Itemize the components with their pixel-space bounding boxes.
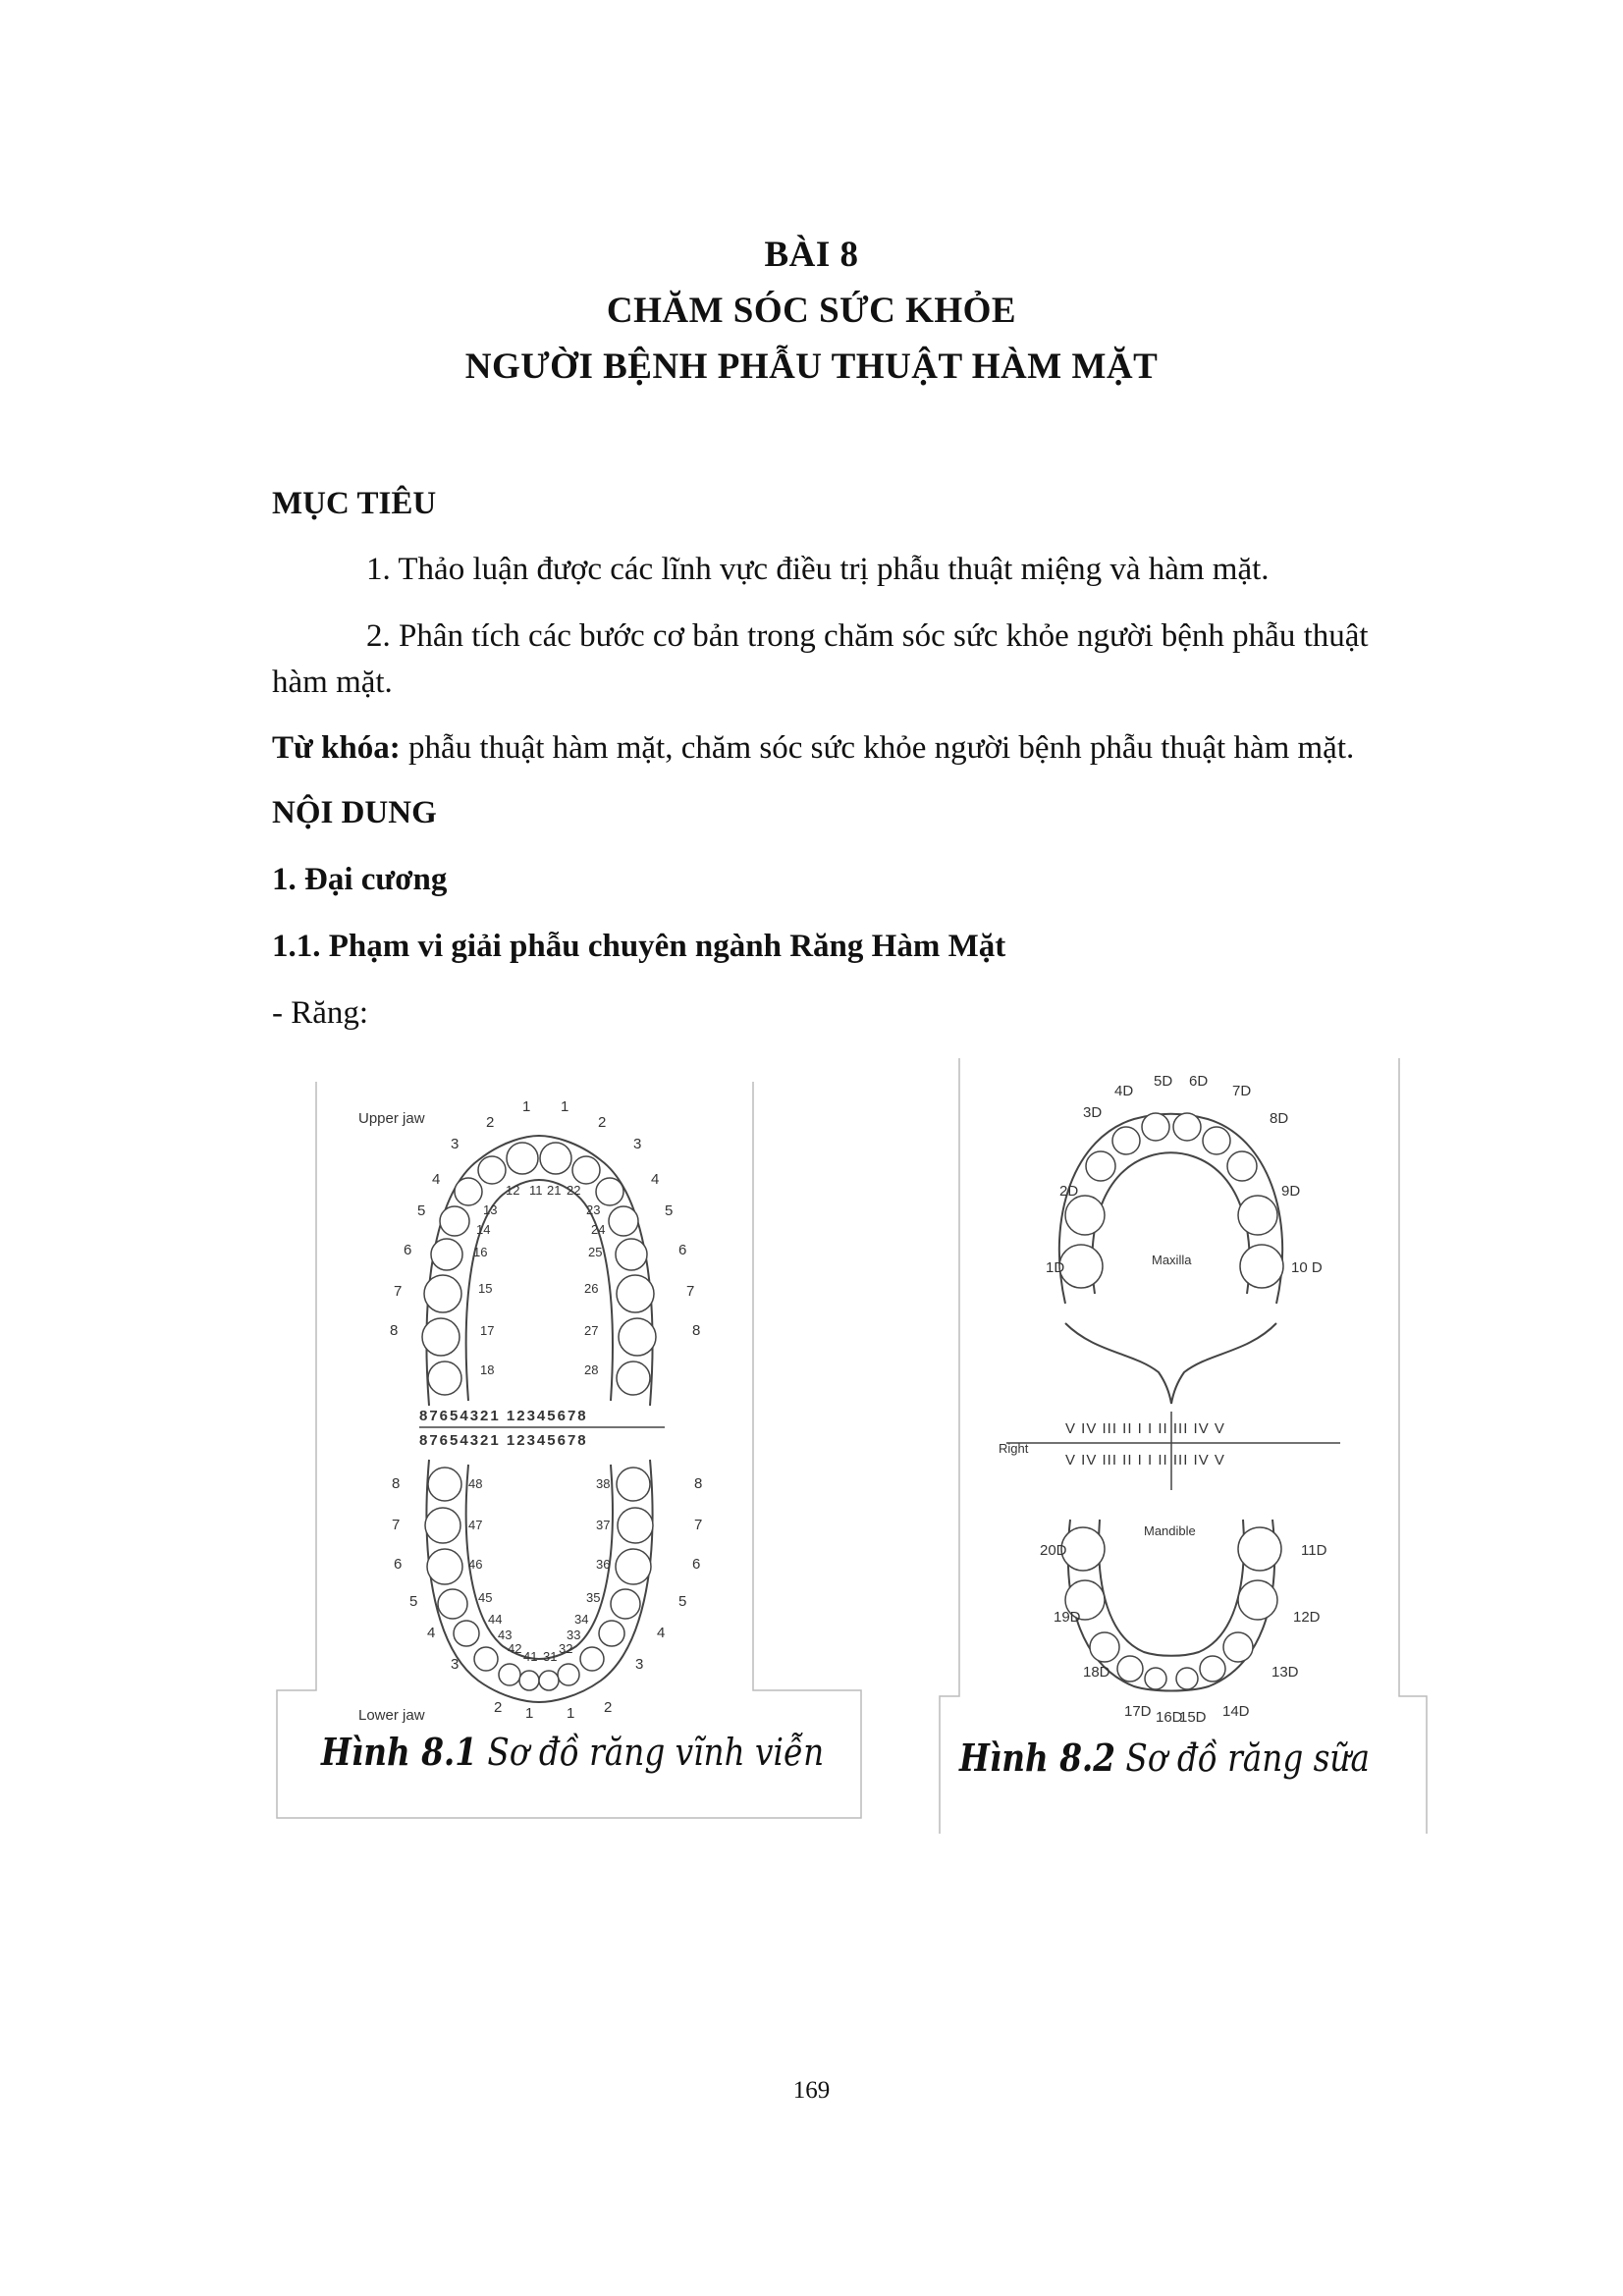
svg-text:44: 44: [488, 1612, 503, 1627]
svg-text:18D: 18D: [1083, 1664, 1110, 1681]
objectives-heading: MỤC TIÊU: [272, 486, 437, 521]
lesson-number: BÀI 8: [764, 235, 859, 275]
svg-text:13: 13: [483, 1202, 498, 1217]
svg-text:15: 15: [478, 1281, 493, 1296]
svg-text:9D: 9D: [1281, 1183, 1301, 1200]
svg-text:4: 4: [432, 1171, 441, 1188]
svg-text:18: 18: [480, 1362, 495, 1377]
keywords: [272, 728, 1354, 768]
svg-text:2: 2: [494, 1699, 503, 1716]
lesson-title-line2: NGƯỜI BỆNH PHẪU THUẬT HÀM MẶT: [464, 347, 1159, 387]
svg-text:5: 5: [409, 1593, 418, 1610]
svg-text:16: 16: [473, 1245, 488, 1259]
svg-text:7: 7: [394, 1283, 403, 1300]
right-label: Right: [999, 1441, 1029, 1456]
svg-text:32: 32: [559, 1641, 573, 1656]
roman-row-upper: V IV III II I I II III IV V: [1065, 1420, 1225, 1437]
svg-text:41: 41: [523, 1649, 538, 1664]
svg-text:2: 2: [604, 1699, 613, 1716]
svg-text:47: 47: [468, 1518, 483, 1532]
svg-text:8: 8: [694, 1475, 703, 1492]
maxilla-label: Maxilla: [1152, 1253, 1192, 1267]
svg-text:25: 25: [588, 1245, 603, 1259]
svg-text:6: 6: [404, 1242, 412, 1258]
svg-text:1: 1: [525, 1705, 534, 1722]
fdi-row-lower: 87654321 12345678: [419, 1432, 588, 1449]
svg-text:2: 2: [486, 1114, 495, 1131]
svg-text:11: 11: [529, 1183, 543, 1198]
svg-text:22: 22: [567, 1183, 581, 1198]
keywords-text: phẫu thuật hàm mặt, chăm sóc sức khỏe người bệnh phẫu thuật hàm mặt.: [400, 730, 1355, 766]
svg-text:21: 21: [547, 1183, 562, 1198]
svg-text:6: 6: [692, 1556, 701, 1573]
svg-text:43: 43: [498, 1628, 513, 1642]
svg-text:15D: 15D: [1179, 1709, 1207, 1726]
svg-text:5D: 5D: [1154, 1073, 1173, 1090]
svg-text:42: 42: [508, 1641, 522, 1656]
section-1-heading: 1. Đại cương: [272, 862, 448, 897]
svg-text:4D: 4D: [1114, 1083, 1134, 1099]
svg-text:38: 38: [596, 1476, 611, 1491]
lower-jaw-label: Lower jaw: [358, 1707, 425, 1724]
content-heading: NỘI DUNG: [272, 795, 437, 830]
objective-2: 2. Phân tích các bước cơ bản trong chăm sóc sức khỏe người bệnh phẫu thuật: [366, 618, 1369, 654]
svg-text:17D: 17D: [1124, 1703, 1152, 1720]
svg-text:5: 5: [665, 1202, 674, 1219]
figure-8-2-caption: Hình 8.2 Sơ đồ răng sữa: [959, 1735, 1370, 1780]
permanent-teeth-diagram: [272, 1082, 866, 1828]
svg-text:10 D: 10 D: [1291, 1259, 1323, 1276]
svg-text:12D: 12D: [1293, 1609, 1321, 1626]
svg-text:3: 3: [633, 1136, 642, 1152]
svg-text:6D: 6D: [1189, 1073, 1209, 1090]
primary-teeth-diagram: [938, 1058, 1429, 1834]
svg-text:3: 3: [451, 1656, 460, 1673]
figure-8-1-caption: Hình 8.1 Sơ đồ răng vĩnh viễn: [321, 1730, 825, 1774]
svg-text:24: 24: [591, 1222, 606, 1237]
svg-text:8: 8: [392, 1475, 401, 1492]
svg-text:19D: 19D: [1054, 1609, 1081, 1626]
svg-text:28: 28: [584, 1362, 599, 1377]
svg-text:8: 8: [692, 1322, 701, 1339]
svg-text:2: 2: [598, 1114, 607, 1131]
svg-text:16D: 16D: [1156, 1709, 1183, 1726]
teeth-label: - Răng:: [272, 995, 369, 1031]
svg-text:17: 17: [480, 1323, 495, 1338]
svg-text:26: 26: [584, 1281, 599, 1296]
svg-text:4: 4: [657, 1625, 666, 1641]
svg-text:6: 6: [678, 1242, 687, 1258]
svg-text:7D: 7D: [1232, 1083, 1252, 1099]
svg-text:12: 12: [506, 1183, 520, 1198]
svg-text:7: 7: [694, 1517, 703, 1533]
roman-row-lower: V IV III II I I II III IV V: [1065, 1452, 1225, 1468]
svg-text:14D: 14D: [1222, 1703, 1250, 1720]
keywords-label: Từ khóa:: [272, 730, 401, 766]
svg-text:34: 34: [574, 1612, 589, 1627]
objective-2-continued: hàm mặt.: [272, 665, 393, 700]
svg-text:48: 48: [468, 1476, 483, 1491]
svg-text:2D: 2D: [1059, 1183, 1079, 1200]
figure-primary-teeth: [938, 1058, 1429, 1834]
svg-text:1: 1: [567, 1705, 575, 1722]
svg-text:1: 1: [522, 1098, 531, 1115]
section-1-1-heading: 1.1. Phạm vi giải phẫu chuyên ngành Răng Hàm Mặt: [272, 929, 1006, 964]
svg-text:5: 5: [678, 1593, 687, 1610]
svg-text:7: 7: [686, 1283, 695, 1300]
mandible-label: Mandible: [1144, 1523, 1196, 1538]
svg-text:4: 4: [651, 1171, 660, 1188]
svg-text:33: 33: [567, 1628, 581, 1642]
svg-text:27: 27: [584, 1323, 599, 1338]
lesson-title-line1: CHĂM SÓC SỨC KHỎE: [606, 291, 1017, 331]
svg-text:35: 35: [586, 1590, 601, 1605]
page-number: 169: [792, 2077, 831, 2104]
svg-text:37: 37: [596, 1518, 611, 1532]
objective-1: 1. Thảo luận được các lĩnh vực điều trị phẫu thuật miệng và hàm mặt.: [366, 552, 1270, 587]
svg-text:8: 8: [390, 1322, 399, 1339]
svg-text:13D: 13D: [1271, 1664, 1299, 1681]
svg-text:23: 23: [586, 1202, 601, 1217]
svg-text:7: 7: [392, 1517, 401, 1533]
figure-permanent-teeth: [272, 1082, 866, 1828]
svg-text:4: 4: [427, 1625, 436, 1641]
svg-text:5: 5: [417, 1202, 426, 1219]
svg-text:14: 14: [476, 1222, 491, 1237]
svg-text:45: 45: [478, 1590, 493, 1605]
svg-text:3D: 3D: [1083, 1104, 1103, 1121]
svg-text:11D: 11D: [1301, 1542, 1327, 1559]
svg-text:6: 6: [394, 1556, 403, 1573]
svg-text:3: 3: [451, 1136, 460, 1152]
svg-text:8D: 8D: [1270, 1110, 1289, 1127]
upper-jaw-label: Upper jaw: [358, 1110, 425, 1127]
svg-text:1D: 1D: [1046, 1259, 1065, 1276]
svg-text:20D: 20D: [1040, 1542, 1067, 1559]
svg-text:1: 1: [561, 1098, 569, 1115]
svg-text:31: 31: [543, 1649, 558, 1664]
svg-text:3: 3: [635, 1656, 644, 1673]
svg-text:36: 36: [596, 1557, 611, 1572]
fdi-row-upper: 87654321 12345678: [419, 1408, 588, 1424]
svg-text:46: 46: [468, 1557, 483, 1572]
